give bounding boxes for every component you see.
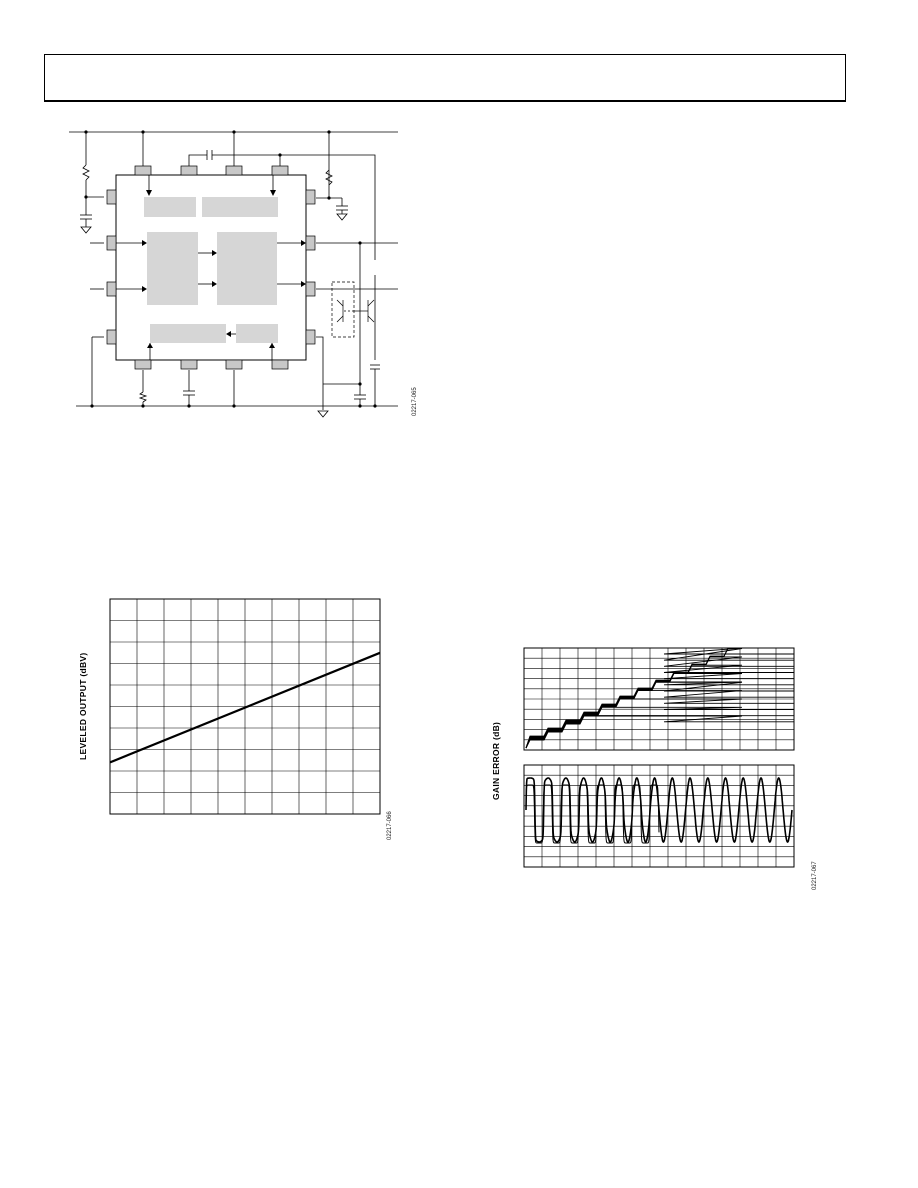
chart2-ylabel: GAIN ERROR (dB) <box>491 721 501 800</box>
block-diagram-figure-id: 02217-065 <box>412 387 418 416</box>
chart2-staircase-trace <box>526 707 794 748</box>
chart2-figure-id: 02217-067 <box>812 861 818 890</box>
chart2-staircase-trace <box>526 665 794 748</box>
chart2-waveform-overlay <box>526 785 659 843</box>
chart2-staircase-trace <box>526 657 794 748</box>
chart2-staircase-trace <box>526 648 794 748</box>
chart1-figure-id: 02217-066 <box>387 811 393 840</box>
chart2-staircase-trace <box>526 682 794 748</box>
chart2-staircase-trace <box>526 699 794 748</box>
chart2-staircase-trace <box>526 649 794 749</box>
chart1-ylabel: LEVELED OUTPUT (dBV) <box>78 652 88 760</box>
